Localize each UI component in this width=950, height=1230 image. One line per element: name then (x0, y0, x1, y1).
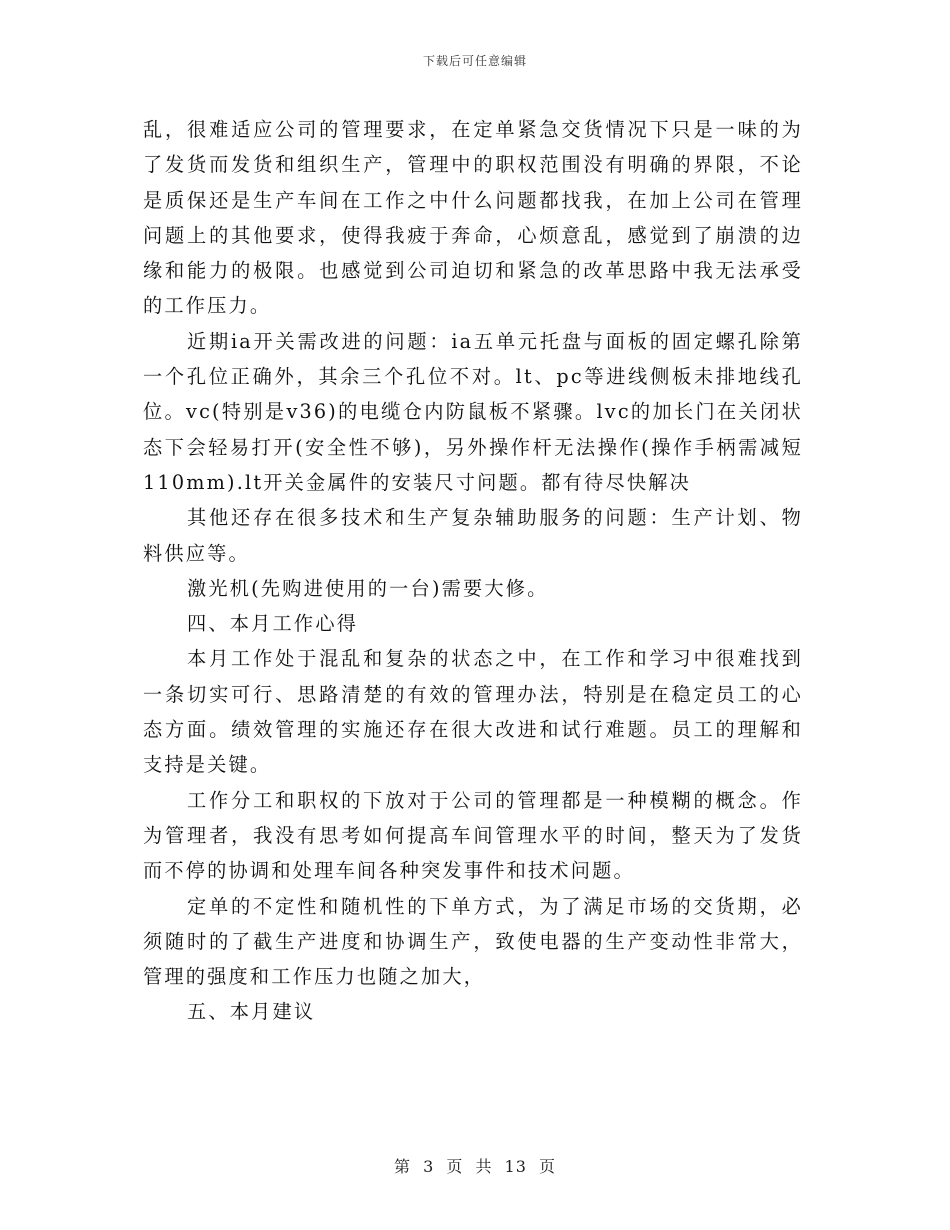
paragraph-work-state: 本月工作处于混乱和复杂的状态之中，在工作和学习中很难找到一条切实可行、思路清楚的有效的管理办法，特别是在稳定员工的心态方面。绩效管理的实施还存在很大改进和试行难题。员工的理解和支持是关键。 (143, 647, 803, 777)
paragraph-division-of-work: 工作分工和职权的下放对于公司的管理都是一种模糊的概念。作为管理者，我没有思考如何提高车间管理水平的时间，整天为了发货而不停的协调和处理车间各种突发事件和技术问题。 (143, 788, 803, 883)
section-heading-work-insights: 四、本月工作心得 (187, 612, 359, 636)
page-header: 下载后可任意编辑 (422, 54, 527, 68)
paragraph-order-uncertainty: 定单的不定性和随机性的下单方式，为了满足市场的交货期，必须随时的了截生产进度和协调生产，致使电器的生产变动性非常大，管理的强度和工作压力也随之加大， (143, 894, 803, 989)
paragraph-continued: 乱，很难适应公司的管理要求，在定单紧急交货情况下只是一味的为了发货而发货和组织生产，管理中的职权范围没有明确的界限，不论是质保还是生产车间在工作之中什么问题都找我，在加上公司在管理问题上的其他要求，使得我疲于奔命，心烦意乱，感觉到了崩溃的边缘和能力的极限。也感觉到公司迫切和紧急的改革思路中我无法承受的工作压力。 (143, 118, 803, 318)
section-heading-suggestions: 五、本月建议 (187, 1000, 316, 1024)
paragraph-other-issues: 其他还存在很多技术和生产复杂辅助服务的问题：生产计划、物料供应等。 (143, 506, 803, 565)
page-footer: 第 3 页 共 13 页 (394, 1157, 556, 1176)
document-body (143, 112, 803, 1030)
paragraph-ia-switch-issues: 近期ia开关需改进的问题：ia五单元托盘与面板的固定螺孔除第一个孔位正确外，其余三个孔位不对。lt、pc等进线侧板未排地线孔位。vc(特别是v36)的电缆仓内防鼠板不紧骤。lvc的加长门在关闭状态下会轻易打开(安全性不够)，另外操作杆无法操作(操作手柄需减短110mm).lt开关金属件的安装尺寸问题。都有待尽快解决 (143, 329, 803, 494)
paragraph-laser-machine: 激光机(先购进使用的一台)需要大修。 (187, 576, 549, 600)
